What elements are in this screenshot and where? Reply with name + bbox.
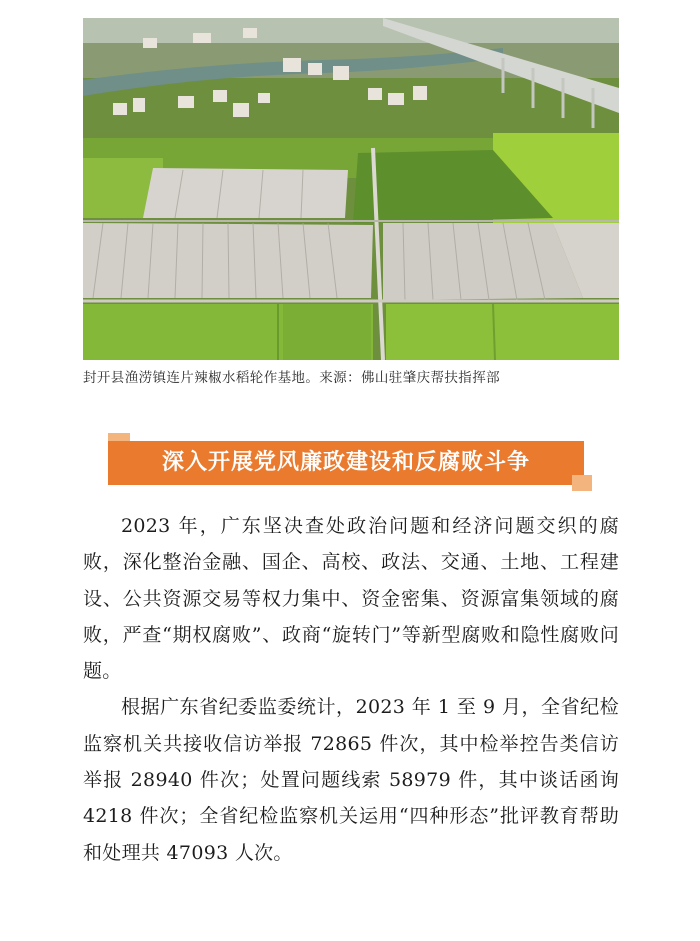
aerial-farmland-photo xyxy=(83,18,619,360)
section-heading-banner xyxy=(108,433,592,485)
paragraph: 2023 年，广东坚决查处政治问题和经济问题交织的腐败，深化整治金融、国企、高校、政法、交通、土地、工程建设、公共资源交易等权力集中、资金密集、资源富集领域的腐败，严查“期权腐败”、政商“旋转门”等新型腐败和隐性腐败问题。 xyxy=(83,515,619,683)
article-body xyxy=(83,508,619,871)
paragraph: 根据广东省纪委监委统计，2023 年 1 至 9 月，全省纪检监察机关共接收信访举报 72865 件次，其中检举控告类信访举报 28940 件次；处置问题线索 58979 件，其中谈话函询 4218 件次；全省纪检监察机关运用“四种形态”批评教育帮助和处理共 47093 人次。 xyxy=(83,696,619,864)
photo-caption: 封开县渔涝镇连片辣椒水稻轮作基地。来源：佛山驻肇庆帮扶指挥部 xyxy=(83,370,500,386)
farmland-landscape-image xyxy=(83,18,619,360)
section-heading: 深入开展党风廉政建设和反腐败斗争 xyxy=(161,450,530,475)
